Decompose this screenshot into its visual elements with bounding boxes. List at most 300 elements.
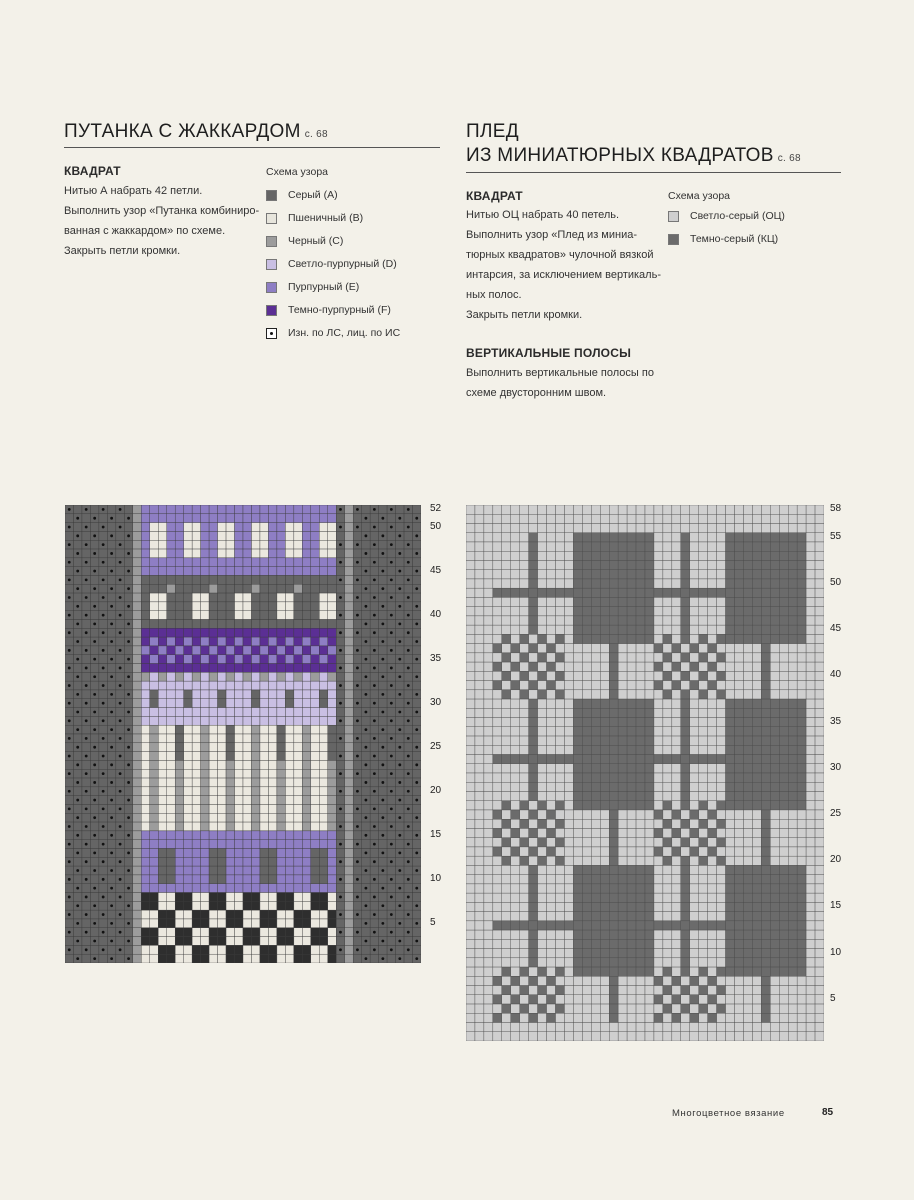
chart-cell [538,551,547,560]
purl-dot [390,790,393,793]
chart-cell [520,570,529,579]
chart-cell [770,755,779,764]
purl-dot [373,684,376,687]
chart-cell [806,607,815,616]
purl-dot [381,711,384,714]
chart-cell [484,847,493,856]
chart-cell [167,760,175,769]
chart-cell [699,856,708,865]
chart-cell [743,1013,752,1022]
chart-cell [158,505,166,514]
chart-cell [277,875,285,884]
chart-cell [82,672,90,681]
chart-cell [235,584,243,593]
purl-dot [68,614,71,617]
chart-cell [600,791,609,800]
chart-cell [690,856,699,865]
chart-cell [294,699,302,708]
chart-cell [609,699,618,708]
chart-cell [529,847,538,856]
chart-cell [319,514,327,523]
chart-cell [788,828,797,837]
purl-dot [93,922,96,925]
chart-cell [591,625,600,634]
chart-cell [277,567,285,576]
chart-cell [379,928,387,937]
purl-dot [407,825,410,828]
chart-cell [484,995,493,1004]
chart-cell [699,727,708,736]
chart-cell [591,533,600,542]
chart-cell [761,607,770,616]
chart-cell [328,884,336,893]
chart-cell [268,857,276,866]
chart-cell [797,1013,806,1022]
chart-cell [268,831,276,840]
chart-cell [345,734,353,743]
chart-cell [184,884,192,893]
chart-cell [251,884,259,893]
chart-cell [167,584,175,593]
chart-cell [573,533,582,542]
chart-cell [294,813,302,822]
chart-cell [370,584,378,593]
chart-cell [90,769,98,778]
chart-cell [175,575,183,584]
chart-cell [285,840,293,849]
chart-cell [133,857,141,866]
chart-cell [547,847,556,856]
chart-cell [743,505,752,514]
chart-cell [538,1004,547,1013]
chart-cell [609,690,618,699]
purl-dot [68,860,71,863]
chart-cell [484,967,493,976]
chart-cell [150,505,158,514]
chart-cell [201,831,209,840]
chart-cell [466,755,475,764]
chart-cell [150,866,158,875]
chart-cell [752,671,761,680]
chart-cell [663,773,672,782]
purl-dot [373,913,376,916]
chart-cell [209,725,217,734]
chart-cell [806,782,815,791]
chart-cell [663,607,672,616]
chart-cell [260,840,268,849]
chart-cell [690,791,699,800]
chart-cell [806,653,815,662]
chart-cell [379,910,387,919]
chart-cell [396,611,404,620]
chart-cell [116,831,124,840]
chart-cell [319,813,327,822]
purl-dot [110,957,113,960]
chart-cell [116,584,124,593]
chart-cell [466,838,475,847]
chart-cell [636,505,645,514]
chart-cell [654,838,663,847]
chart-cell [672,1004,681,1013]
chart-cell [511,801,520,810]
purl-dot [381,728,384,731]
chart-cell [226,928,234,937]
chart-cell [175,760,183,769]
chart-cell [636,764,645,773]
chart-cell [654,986,663,995]
chart-cell [90,752,98,761]
chart-cell [618,810,627,819]
chart-cell [582,662,591,671]
chart-cell [600,644,609,653]
chart-cell [484,560,493,569]
chart-cell [547,893,556,902]
chart-cell [493,1013,502,1022]
chart-cell [529,644,538,653]
chart-cell [167,857,175,866]
chart-cell [600,838,609,847]
chart-cell [413,505,421,514]
right-line: Выполнить вертикальные полосы по [466,367,654,379]
chart-cell [717,995,726,1004]
chart-cell [260,778,268,787]
chart-cell [672,884,681,893]
chart-cell [285,743,293,752]
purl-dot [365,922,368,925]
chart-cell [150,611,158,620]
chart-cell [529,912,538,921]
chart-cell [654,884,663,893]
purl-dot [365,746,368,749]
chart-cell [735,597,744,606]
chart-cell [556,921,565,930]
chart-cell [141,575,149,584]
chart-cell [175,655,183,664]
purl-dot [398,746,401,749]
chart-cell [511,819,520,828]
chart-cell [396,716,404,725]
chart-cell [353,937,361,946]
chart-cell [806,736,815,745]
chart-cell [192,549,200,558]
chart-cell [99,672,107,681]
chart-cell [779,634,788,643]
chart-cell [708,1004,717,1013]
chart-cell [311,540,319,549]
chart-cell [353,725,361,734]
chart-cell [362,893,370,902]
chart-cell [133,523,141,532]
chart-cell [260,875,268,884]
chart-cell [699,893,708,902]
chart-cell [735,690,744,699]
chart-cell [690,634,699,643]
chart-cell [779,819,788,828]
chart-cell [209,796,217,805]
chart-cell [538,921,547,930]
chart-cell [167,637,175,646]
chart-cell [591,884,600,893]
chart-cell [547,764,556,773]
chart-cell [99,637,107,646]
chart-cell [285,752,293,761]
chart-cell [618,736,627,745]
chart-cell [192,699,200,708]
chart-cell [277,540,285,549]
chart-cell [726,1004,735,1013]
chart-cell [770,986,779,995]
chart-cell [209,752,217,761]
purl-dot [373,508,376,511]
chart-cell [726,745,735,754]
chart-cell [779,986,788,995]
chart-cell [493,644,502,653]
chart-cell [201,602,209,611]
purl-dot [93,640,96,643]
chart-cell [484,949,493,958]
chart-cell [690,801,699,810]
chart-cell [556,579,565,588]
chart-cell [573,986,582,995]
chart-cell [124,945,132,954]
chart-cell [493,773,502,782]
chart-cell [484,727,493,736]
chart-cell [99,813,107,822]
chart-cell [618,671,627,680]
purl-dot [398,940,401,943]
chart-cell [218,910,226,919]
chart-cell [806,505,815,514]
chart-cell [413,804,421,813]
chart-cell [770,1004,779,1013]
chart-cell [672,533,681,542]
purl-dot [68,596,71,599]
chart-cell [116,549,124,558]
chart-cell [150,664,158,673]
chart-cell [116,725,124,734]
chart-cell [502,579,511,588]
chart-cell [493,939,502,948]
chart-cell [672,939,681,948]
chart-cell [600,718,609,727]
chart-cell [556,856,565,865]
chart-cell [815,523,824,532]
chart-cell [654,523,663,532]
chart-cell [319,919,327,928]
chart-cell [726,791,735,800]
chart-cell [302,699,310,708]
chart-cell [529,819,538,828]
chart-cell [387,637,395,646]
chart-cell [663,1013,672,1022]
chart-cell [672,634,681,643]
chart-cell [779,976,788,985]
chart-cell [387,901,395,910]
chart-cell [690,865,699,874]
chart-cell [345,919,353,928]
chart-cell [107,558,115,567]
chart-cell [82,637,90,646]
chart-cell [511,727,520,736]
chart-cell [797,505,806,514]
chart-cell [466,533,475,542]
chart-cell [636,1013,645,1022]
chart-cell [226,954,234,963]
chart-cell [167,611,175,620]
chart-cell [609,764,618,773]
purl-dot [102,526,105,529]
chart-cell [752,773,761,782]
chart-cell [815,819,824,828]
chart-cell [770,745,779,754]
chart-cell [404,584,412,593]
chart-cell [302,804,310,813]
chart-cell [591,828,600,837]
chart-cell [493,791,502,800]
purl-dot [365,887,368,890]
purl-dot [373,931,376,934]
chart-cell [475,995,484,1004]
chart-cell [493,1004,502,1013]
chart-cell [618,995,627,1004]
chart-cell [520,912,529,921]
chart-cell [663,1023,672,1032]
chart-cell [285,681,293,690]
chart-cell [663,662,672,671]
chart-cell [564,1032,573,1041]
chart-cell [260,937,268,946]
chart-cell [591,551,600,560]
chart-cell [645,819,654,828]
chart-cell [466,653,475,662]
chart-cell [209,637,217,646]
chart-cell [591,681,600,690]
chart-cell [690,838,699,847]
chart-cell [73,840,81,849]
chart-cell [484,1013,493,1022]
chart-cell [752,533,761,542]
chart-cell [484,856,493,865]
chart-cell [209,655,217,664]
chart-cell [564,690,573,699]
chart-cell [752,755,761,764]
purl-dot [407,719,410,722]
chart-cell [362,664,370,673]
chart-cell [150,681,158,690]
chart-cell [770,1013,779,1022]
chart-cell [311,575,319,584]
chart-cell [251,514,259,523]
chart-cell [708,1023,717,1032]
chart-cell [556,708,565,717]
purl-dot [339,931,342,934]
chart-cell [184,628,192,637]
chart-cell [493,986,502,995]
purl-dot [93,799,96,802]
chart-cell [645,616,654,625]
chart-cell [761,745,770,754]
chart-cell [158,884,166,893]
chart-cell [209,505,217,514]
chart-cell [564,727,573,736]
chart-cell [556,644,565,653]
chart-cell [362,875,370,884]
chart-cell [770,625,779,634]
chart-cell [663,745,672,754]
chart-cell [150,813,158,822]
chart-cell [788,847,797,856]
chart-cell [218,523,226,532]
purl-dot [365,658,368,661]
chart-cell [690,514,699,523]
chart-cell [645,607,654,616]
purl-dot [381,517,384,520]
chart-cell [806,588,815,597]
chart-cell [328,620,336,629]
chart-cell [815,976,824,985]
chart-cell [251,928,259,937]
chart-cell [90,646,98,655]
chart-cell [285,787,293,796]
chart-cell [336,584,344,593]
chart-cell [654,773,663,782]
chart-cell [493,884,502,893]
chart-cell [627,736,636,745]
chart-cell [167,787,175,796]
purl-dot [373,737,376,740]
chart-cell [529,1023,538,1032]
chart-cell [475,986,484,995]
chart-cell [752,1004,761,1013]
chart-cell [396,575,404,584]
chart-cell [201,699,209,708]
chart-cell [311,514,319,523]
chart-cell [761,551,770,560]
chart-cell [294,567,302,576]
chart-cell [184,743,192,752]
chart-cell [353,531,361,540]
chart-cell [681,542,690,551]
chart-cell [600,551,609,560]
chart-cell [260,708,268,717]
chart-cell [260,690,268,699]
chart-cell [150,708,158,717]
chart-cell [362,593,370,602]
chart-cell [618,958,627,967]
chart-cell [636,681,645,690]
chart-cell [466,745,475,754]
purl-dot [127,816,130,819]
purl-dot [373,649,376,652]
chart-cell [141,831,149,840]
chart-cell [520,616,529,625]
chart-cell [591,958,600,967]
chart-cell [192,831,200,840]
chart-cell [192,505,200,514]
chart-cell [133,575,141,584]
chart-cell [815,893,824,902]
chart-cell [717,801,726,810]
chart-cell [475,505,484,514]
chart-cell [708,551,717,560]
chart-cell [294,769,302,778]
chart-cell [235,857,243,866]
chart-cell [743,1004,752,1013]
chart-cell [226,716,234,725]
chart-cell [243,725,251,734]
chart-cell [475,893,484,902]
chart-cell [466,939,475,948]
